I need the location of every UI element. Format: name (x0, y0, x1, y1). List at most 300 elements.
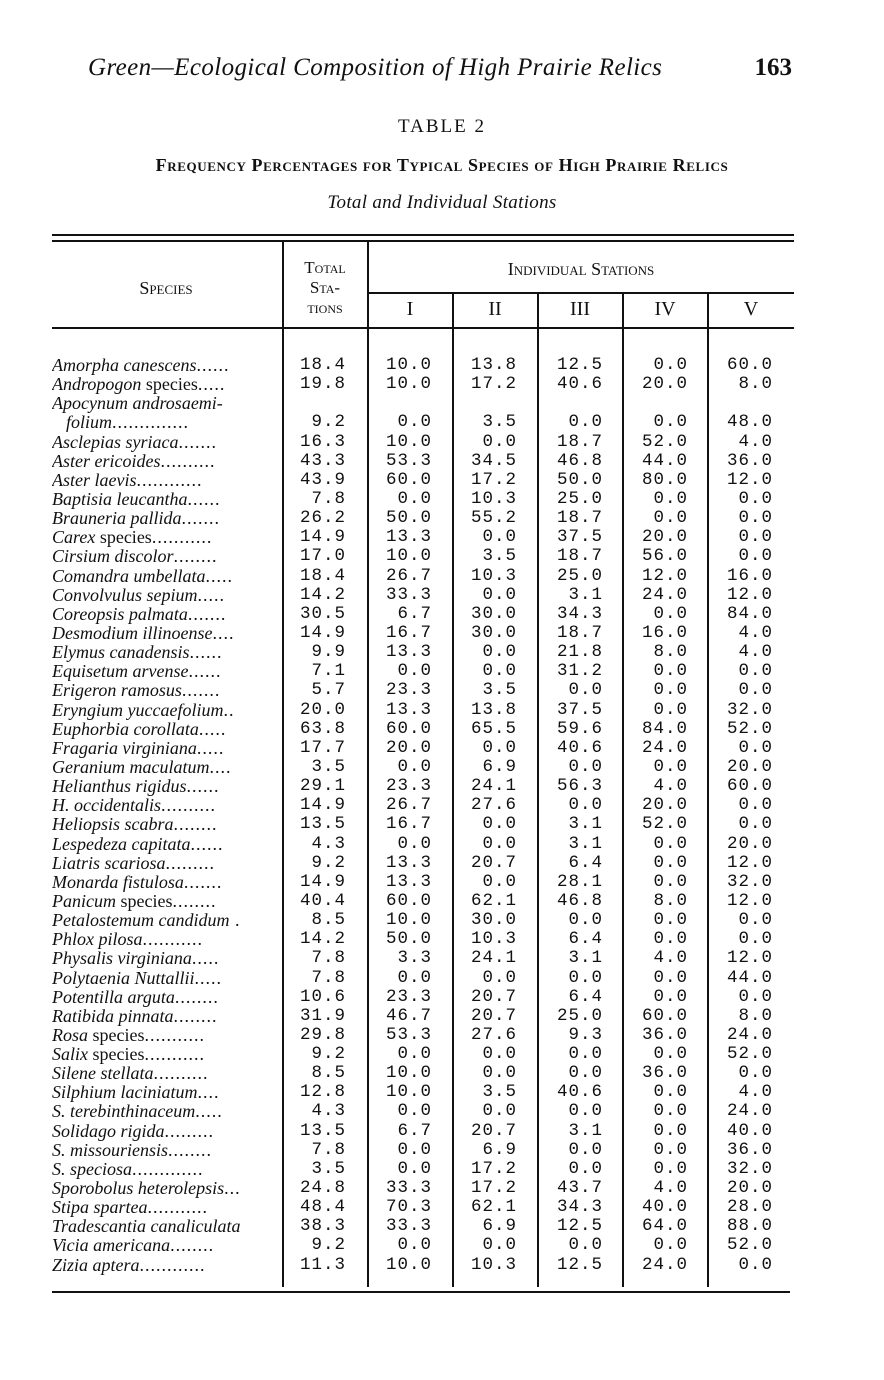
species-name: Comandra umbellata (52, 566, 206, 586)
total-stations-value: 12.8 (299, 1082, 346, 1103)
species-cell (52, 375, 278, 394)
station-4-value: 0.0 (653, 661, 688, 682)
total-stations-value: 16.3 (299, 431, 346, 452)
station-2-value: 0.0 (482, 833, 517, 854)
station-5-value: 4.0 (738, 1082, 773, 1103)
station-5-value: 12.0 (726, 469, 773, 490)
station-2-value: 13.8 (470, 699, 517, 720)
header-station-2: II (488, 298, 502, 320)
station-1-value: 10.0 (385, 355, 432, 375)
station-5-value: 0.0 (738, 1063, 773, 1084)
station-5-value: 12.0 (726, 584, 773, 605)
station-2-value: 17.2 (470, 469, 517, 490)
total-stations-value: 30.5 (299, 603, 346, 624)
leader-dots: ........... (147, 1198, 209, 1218)
species-name: Andropogon (52, 375, 142, 395)
station-1-value: 10.0 (385, 431, 432, 452)
station-5-value: 0.0 (738, 1254, 773, 1275)
leader-dots: .... (197, 1083, 220, 1103)
table-row (0, 528, 884, 547)
species-name: Aster laevis (52, 470, 137, 490)
station-1-value: 10.0 (385, 374, 432, 395)
station-2-value: 3.5 (482, 1082, 517, 1103)
leader-dots: ..... (191, 949, 220, 969)
table-row (0, 1026, 884, 1045)
species-cell (52, 873, 278, 892)
species-name: Convolvulus sepium (52, 585, 198, 605)
header-total-line2: Sta- (309, 278, 341, 297)
station-3-value: 0.0 (568, 795, 603, 816)
table-row (0, 471, 884, 490)
station-3-value: 3.1 (568, 584, 603, 605)
total-stations-value: 14.9 (299, 795, 346, 816)
leader-dots: . (229, 911, 241, 931)
total-stations-value: 14.9 (299, 871, 346, 892)
species-cell (52, 681, 278, 700)
total-stations-value: 7.8 (311, 948, 346, 969)
species-name: Panicum (52, 891, 116, 911)
species-name: Monarda fistulosa (52, 872, 184, 892)
station-1-value: 60.0 (385, 718, 432, 739)
total-stations-value: 43.3 (299, 450, 346, 471)
station-5-value: 0.0 (738, 680, 773, 701)
station-4-value: 44.0 (641, 450, 688, 471)
total-stations-value: 8.5 (311, 1063, 346, 1084)
station-1-value: 10.0 (385, 546, 432, 567)
species-name: Stipa spartea (52, 1198, 148, 1218)
station-2-value: 0.0 (482, 584, 517, 605)
species-cell (52, 949, 278, 968)
species-cell (52, 854, 278, 873)
species-cell (52, 413, 292, 432)
species-name: Elymus canadensis (52, 643, 190, 663)
station-1-value: 26.7 (385, 565, 432, 586)
station-1-value: 26.7 (385, 795, 432, 816)
species-name: Salix (52, 1045, 88, 1065)
table-row (0, 949, 884, 968)
species-cell (52, 567, 278, 586)
station-1-value: 0.0 (397, 488, 432, 509)
station-4-value: 0.0 (653, 508, 688, 529)
station-1-value: 13.3 (385, 871, 432, 892)
station-5-value: 0.0 (738, 508, 773, 529)
station-5-value: 0.0 (738, 986, 773, 1007)
total-stations-value: 4.3 (311, 833, 346, 854)
species-name: Lespedeza capitata (52, 834, 191, 854)
station-3-value: 18.7 (556, 431, 603, 452)
station-3-value: 34.3 (556, 1197, 603, 1218)
table-row (0, 1179, 884, 1198)
station-2-value: 0.0 (482, 737, 517, 758)
station-1-value: 46.7 (385, 1005, 432, 1026)
station-1-value: 33.3 (385, 1178, 432, 1199)
total-stations-value: 7.8 (311, 967, 346, 988)
leader-dots: ............ (139, 1255, 206, 1275)
station-1-value: 0.0 (397, 1139, 432, 1160)
station-1-value: 10.0 (385, 1254, 432, 1275)
table-row (0, 624, 884, 643)
station-2-value: 3.5 (482, 680, 517, 701)
table-row (0, 1122, 884, 1141)
leader-dots: ..... (194, 968, 222, 988)
station-5-value: 0.0 (738, 661, 773, 682)
station-5-value: 0.0 (738, 910, 773, 931)
species-name: Vicia americana (52, 1236, 171, 1256)
station-1-value: 50.0 (385, 508, 432, 529)
table-row (0, 1141, 884, 1160)
station-5-value: 84.0 (726, 603, 773, 624)
table-row (0, 777, 884, 796)
species-name: Rosa (52, 1025, 88, 1045)
species-name: Physalis virginiana (52, 949, 192, 969)
species-cell (52, 356, 278, 375)
station-5-value: 4.0 (738, 431, 773, 452)
station-3-value: 12.5 (556, 1216, 603, 1237)
species-cell (52, 394, 278, 413)
station-3-value: 0.0 (568, 1235, 603, 1256)
species-cell (52, 643, 278, 662)
total-stations-value: 17.0 (299, 546, 346, 567)
station-3-value: 12.5 (556, 355, 603, 375)
species-cell (52, 1236, 278, 1255)
species-cell (52, 586, 278, 605)
leader-dots: ........ (174, 987, 219, 1007)
table-subtitle: Total and Individual Stations (327, 192, 557, 213)
station-1-value: 6.7 (397, 1120, 432, 1141)
station-5-value: 8.0 (738, 374, 773, 395)
station-3-value: 6.4 (568, 986, 603, 1007)
station-4-value: 0.0 (653, 1044, 688, 1065)
station-5-value: 0.0 (738, 527, 773, 548)
station-1-value: 13.3 (385, 527, 432, 548)
leader-dots: ........ (172, 891, 217, 911)
station-4-value: 0.0 (653, 412, 688, 433)
species-name: Baptisia leucantha (52, 489, 188, 509)
total-stations-value: 7.8 (311, 488, 346, 509)
station-4-value: 52.0 (641, 814, 688, 835)
station-1-value: 0.0 (397, 833, 432, 854)
species-cell (52, 911, 278, 930)
leader-dots: .... (212, 623, 235, 643)
total-stations-value: 14.2 (299, 584, 346, 605)
station-4-value: 0.0 (653, 967, 688, 988)
station-1-value: 0.0 (397, 412, 432, 433)
table-row (0, 758, 884, 777)
leader-dots: ........ (170, 1236, 215, 1256)
total-stations-value: 5.7 (311, 680, 346, 701)
station-4-value: 0.0 (653, 1120, 688, 1141)
table-row (0, 873, 884, 892)
station-3-value: 28.1 (556, 871, 603, 892)
table-title: Frequency Percentages for Typical Species of High Prairie Relics (155, 155, 729, 175)
station-4-value: 8.0 (653, 642, 688, 663)
table-row (0, 547, 884, 566)
table-row (0, 815, 884, 834)
total-stations-value: 14.9 (299, 527, 346, 548)
station-1-value: 50.0 (385, 929, 432, 950)
top-double-rule-upper (52, 234, 794, 236)
total-stations-value: 8.5 (311, 910, 346, 931)
total-stations-value: 7.8 (311, 1139, 346, 1160)
species-cell (52, 547, 278, 566)
station-2-value: 10.3 (470, 1254, 517, 1275)
total-stations-value: 43.9 (299, 469, 346, 490)
station-3-value: 0.0 (568, 680, 603, 701)
station-5-value: 0.0 (738, 929, 773, 950)
station-4-value: 20.0 (641, 795, 688, 816)
station-4-value: 24.0 (641, 1254, 688, 1275)
station-1-value: 0.0 (397, 1235, 432, 1256)
species-cell (52, 1160, 278, 1179)
station-4-value: 0.0 (653, 756, 688, 777)
species-name: Petalostemum candidum (52, 911, 230, 931)
table-row (0, 413, 884, 432)
species-cell (52, 720, 278, 739)
species-cell (52, 1083, 278, 1102)
station-5-value: 60.0 (726, 355, 773, 375)
station-2-value: 0.0 (482, 1235, 517, 1256)
species-qualifier: species (88, 1045, 145, 1065)
station-4-value: 84.0 (641, 718, 688, 739)
species-name: Equisetum arvense (52, 662, 189, 682)
table-bottom-rule (52, 1291, 790, 1293)
station-5-value: 0.0 (738, 795, 773, 816)
species-name: S. speciosa (52, 1159, 132, 1179)
leader-dots: ........ (173, 815, 218, 835)
station-3-value: 25.0 (556, 488, 603, 509)
station-3-value: 34.3 (556, 603, 603, 624)
station-2-value: 0.0 (482, 1044, 517, 1065)
table-row (0, 605, 884, 624)
species-name: S. terebinthinaceum (52, 1102, 196, 1122)
total-stations-value: 29.1 (299, 776, 346, 797)
station-2-value: 10.3 (470, 565, 517, 586)
station-5-value: 60.0 (726, 776, 773, 797)
station-5-value: 32.0 (726, 1158, 773, 1179)
station-2-value: 3.5 (482, 412, 517, 433)
species-name: Geranium maculatum (52, 757, 210, 777)
station-3-value: 0.0 (568, 1139, 603, 1160)
station-3-value: 0.0 (568, 1044, 603, 1065)
station-2-value: 0.0 (482, 967, 517, 988)
species-name: Potentilla arguta (52, 987, 175, 1007)
station-2-value: 30.0 (470, 910, 517, 931)
species-cell (52, 892, 278, 911)
station-4-value: 12.0 (641, 565, 688, 586)
leader-dots: ......... (164, 1121, 215, 1141)
species-name: Apocynum androsaemi- (52, 394, 223, 414)
species-name: Coreopsis palmata (52, 604, 188, 624)
leader-dots: ....... (178, 432, 217, 452)
species-name: Brauneria pallida (52, 509, 182, 529)
table-row (0, 892, 884, 911)
species-name: Amorpha canescens (52, 356, 197, 375)
species-name: Silene stellata (52, 1064, 154, 1084)
station-3-value: 0.0 (568, 967, 603, 988)
leader-dots: ..... (197, 585, 225, 605)
station-4-value: 0.0 (653, 871, 688, 892)
station-5-value: 24.0 (726, 1101, 773, 1122)
running-head (88, 54, 794, 88)
total-stations-value: 40.4 (299, 890, 346, 911)
leader-dots: ........... (151, 528, 213, 548)
leader-dots: ........ (168, 1140, 213, 1160)
leader-dots: ........... (144, 1045, 205, 1065)
header-bottom-rule (52, 327, 794, 329)
species-cell (52, 815, 278, 834)
total-stations-value: 10.6 (299, 986, 346, 1007)
station-3-value: 40.6 (556, 1082, 603, 1103)
station-3-value: 3.1 (568, 1120, 603, 1141)
leader-dots: ...... (186, 777, 220, 797)
table-row (0, 854, 884, 873)
station-3-value: 18.7 (556, 508, 603, 529)
station-1-value: 0.0 (397, 1158, 432, 1179)
leader-dots: ........ (173, 547, 218, 567)
leader-dots: .... (209, 757, 232, 777)
species-cell (52, 1141, 278, 1160)
table-row (0, 1007, 884, 1026)
station-2-value: 0.0 (482, 431, 517, 452)
individual-stations-rule (368, 292, 794, 294)
total-stations-value: 18.4 (299, 565, 346, 586)
station-4-value: 0.0 (653, 355, 688, 375)
station-2-value: 30.0 (470, 603, 517, 624)
total-stations-value: 20.0 (299, 699, 346, 720)
station-5-value: 24.0 (726, 1024, 773, 1045)
species-cell (52, 509, 278, 528)
table-row (0, 375, 884, 394)
leader-dots: ........ (173, 1006, 218, 1026)
station-3-value: 56.3 (556, 776, 603, 797)
leader-dots: ...... (189, 643, 223, 663)
header-total-line1: Total (304, 258, 346, 277)
station-3-value: 40.6 (556, 737, 603, 758)
station-1-value: 10.0 (385, 1082, 432, 1103)
leader-dots: ....... (187, 604, 227, 624)
table-row (0, 1083, 884, 1102)
species-cell (52, 1007, 278, 1026)
species-cell (52, 701, 278, 720)
station-3-value: 46.8 (556, 890, 603, 911)
station-4-value: 0.0 (653, 929, 688, 950)
station-5-value: 0.0 (738, 546, 773, 567)
station-3-value: 0.0 (568, 756, 603, 777)
leader-dots: ........... (142, 930, 203, 950)
station-4-value: 60.0 (641, 1005, 688, 1026)
total-stations-value: 9.2 (311, 1044, 346, 1065)
species-cell (52, 1026, 278, 1045)
station-2-value: 24.1 (470, 776, 517, 797)
station-1-value: 60.0 (385, 469, 432, 490)
station-5-value: 40.0 (726, 1120, 773, 1141)
station-3-value: 0.0 (568, 412, 603, 433)
species-name: Helianthus rigidus (52, 777, 187, 797)
station-1-value: 23.3 (385, 776, 432, 797)
species-qualifier: species (141, 375, 198, 395)
species-name: Euphorbia corollata (52, 719, 199, 739)
leader-dots: ..... (195, 1102, 223, 1122)
table-row (0, 509, 884, 528)
species-cell (52, 758, 278, 777)
species-cell (52, 605, 278, 624)
leader-dots: ..... (197, 375, 226, 395)
station-3-value: 3.1 (568, 948, 603, 969)
species-cell (52, 1217, 278, 1236)
station-2-value: 27.6 (470, 795, 517, 816)
table-row (0, 643, 884, 662)
station-5-value: 0.0 (738, 737, 773, 758)
species-cell (52, 739, 278, 758)
species-name: H. occidentalis (52, 796, 161, 816)
station-3-value: 37.5 (556, 699, 603, 720)
station-1-value: 0.0 (397, 1044, 432, 1065)
station-2-value: 17.2 (470, 1158, 517, 1179)
total-stations-value: 26.2 (299, 508, 346, 529)
header-station-1: I (406, 298, 414, 320)
station-1-value: 23.3 (385, 680, 432, 701)
table-row (0, 662, 884, 681)
station-3-value: 3.1 (568, 833, 603, 854)
total-stations-value: 38.3 (299, 1216, 346, 1237)
station-5-value: 0.0 (738, 814, 773, 835)
total-stations-value: 11.3 (299, 1254, 346, 1275)
table-row (0, 701, 884, 720)
station-3-value: 18.7 (556, 546, 603, 567)
station-5-value: 52.0 (726, 1044, 773, 1065)
total-stations-value: 14.9 (299, 622, 346, 643)
station-4-value: 4.0 (653, 948, 688, 969)
total-stations-value: 9.2 (311, 412, 346, 433)
species-name: Heliopsis scabra (52, 815, 174, 835)
station-4-value: 24.0 (641, 737, 688, 758)
station-2-value: 10.3 (470, 929, 517, 950)
station-2-value: 55.2 (470, 508, 517, 529)
station-2-value: 27.6 (470, 1024, 517, 1045)
station-1-value: 0.0 (397, 661, 432, 682)
station-4-value: 0.0 (653, 1235, 688, 1256)
station-4-value: 0.0 (653, 1158, 688, 1179)
station-4-value: 52.0 (641, 431, 688, 452)
station-3-value: 6.4 (568, 929, 603, 950)
species-cell (52, 528, 278, 547)
species-cell (52, 1122, 278, 1141)
total-stations-value: 3.5 (311, 756, 346, 777)
top-double-rule-lower (52, 240, 794, 242)
station-3-value: 3.1 (568, 814, 603, 835)
station-1-value: 16.7 (385, 814, 432, 835)
station-1-value: 53.3 (385, 450, 432, 471)
leader-dots: .............. (112, 413, 190, 433)
total-stations-value: 13.5 (299, 814, 346, 835)
station-4-value: 0.0 (653, 833, 688, 854)
station-1-value: 33.3 (385, 1216, 432, 1237)
species-cell (52, 624, 278, 643)
station-1-value: 70.3 (385, 1197, 432, 1218)
station-3-value: 6.4 (568, 852, 603, 873)
table-row (0, 1064, 884, 1083)
station-1-value: 33.3 (385, 584, 432, 605)
station-3-value: 43.7 (556, 1178, 603, 1199)
station-2-value: 0.0 (482, 871, 517, 892)
total-stations-value: 48.4 (299, 1197, 346, 1218)
station-4-value: 0.0 (653, 986, 688, 1007)
station-2-value: 0.0 (482, 1063, 517, 1084)
species-cell (52, 796, 278, 815)
table-row (0, 394, 884, 413)
species-qualifier: species (88, 1025, 145, 1045)
species-cell (52, 969, 278, 988)
